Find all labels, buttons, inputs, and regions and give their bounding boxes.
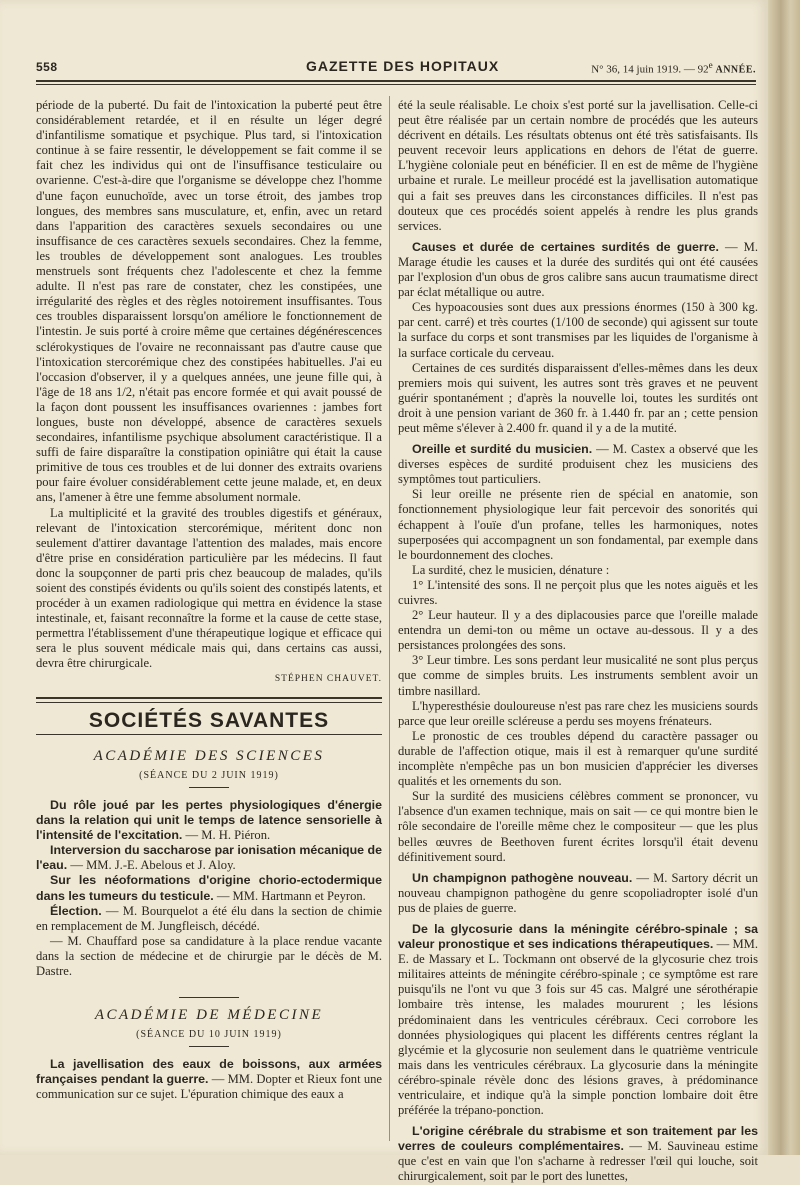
article-paragraph: Sur la surdité des musiciens célèbres comment se prononcer, vu l'absence d'un examen technique, mais on sait — ce qui montre bien le rôle secondaire de l'oreille même chez le compositeur — que les plus belles œuvres de Beethoven furent écrites lorsqu'il était devenu définitivement sourd. <box>398 789 758 864</box>
issue-info: N° 36, 14 juin 1919. — 92e ANNÉE. <box>591 60 756 76</box>
section-rule-thin <box>36 734 382 735</box>
section-rule-thin <box>36 702 382 703</box>
report-item: Sur les néoformations d'origine chorio-ectodermique dans les tumeurs du testicule. — MM. Hartmann et Peyron. <box>36 873 382 903</box>
report-item: Interversion du saccharose par ionisation mécanique de l'eau. — MM. J.-E. Abelous et J. Aloy. <box>36 843 382 873</box>
author-signature: STÉPHEN CHAUVET. <box>274 673 382 684</box>
article-paragraph: Si leur oreille ne présente rien de spécial en anatomie, son fonctionnement physiologique leur fait percevoir des sonorités qui échappent à l'ouïe d'un profane, telles les harmoniques, notes superposées qui accompagnent un son fondamental, par exemple dans le bourdonnement des cloches. <box>398 487 758 562</box>
article-paragraph: Certaines de ces surdités disparaissent d'elles-mêmes dans les deux premiers mois qui suivent, les autres sont très graves et ne peuvent guérir spontanément ; d'après la nouvelle loi, toutes les surdités ont droit à une pension variant de 360 fr. à 1.440 fr. par an ; cette pension peut même s'élever à 2.400 fr. quand il y a de la mutité. <box>398 360 758 435</box>
page-header <box>36 56 756 78</box>
report-item: Élection. — M. Bourquelot a été élu dans la section de chimie en remplacement de M. Jungfleisch, décédé. <box>36 903 382 933</box>
article-paragraph: Ces hypoacousies sont dues aux pressions énormes (150 à 300 kg. par cent. carré) et très courtes (1/100 de seconde) qui agissent sur toute la surface du corps et sont transmises par les liquides de l'organisme à la surface corticale du cerveau. <box>398 300 758 360</box>
session-date: (SÉANCE DU 10 JUIN 1919) <box>136 1029 282 1041</box>
header-rule <box>36 80 756 82</box>
short-rule <box>189 1046 229 1047</box>
article-paragraph: L'hyperesthésie douloureuse n'est pas rare chez les musiciens sourds parce que leur oreille scléreuse a perdu ses moyens frénateurs. <box>398 698 758 728</box>
academy-heading: ACADÉMIE DE MÉDECINE <box>94 1007 324 1024</box>
section-rule <box>36 697 382 699</box>
article-paragraph: période de la puberté. Du fait de l'intoxication la puberté peut être considérablement retardée, et il en résulte un léger degré d'infantilisme somatique et psychique. Plus tard, si l'intoxication continue à se faire ressentir, le développement se fait comme il se fait chez les individus qui ont de l'insuffisance testiculaire ou ovarienne. C'est-à-dire que l'organisme se développe chez l'homme d'une façon eunuchoïde, avec un torse étroit, des jambes trop longues, des membres sans musculature, et, enfin, avec un retard dans l'apparition des caractères sexuels secondaires ou une insuffisance de ces caractères sexuels secondaires. Chez la femme, les troubles de développement sont analogues. Les troubles menstruels sont fréquents chez l'adolescente et chez la femme adulte. Il n'est pas rare de constater, chez les constipées, une irrégularité des règles et des règles notoirement insuffisantes. Tous ces troubles disparaissent lorsqu'on améliore le fonctionnement de l'intestin. Je suis porté à croire même que certaines dégénérescences sclérokystiques de l'ovaire ne reconnaissant pas d'autre cause que l'intoxication stercorémique chez des constipées habituelles. J'ai eu l'occasion d'observer, il y a quelques années, une jeune fille qui, à l'âge de 18 ans 1/2, n'était pas encore formée et qui avait poussé de la façon dont poussent les insuffisances ovariennes : jambes fort longues, buste non développé, absence de caractères sexuels secondaires, infantilisme psychique absolument caractéristique. Il a suffi de faire disparaître la constipation opiniâtre qui était la cause primitive de tous ces troubles et de lui donner des extraits ovariens pour faire évoluer considérablement cette jeune malade, et, en deux ans, l'amener à être une femme absolument normale. <box>36 98 382 505</box>
academy-heading: ACADÉMIE DES SCIENCES <box>93 747 325 764</box>
report-item: Un champignon pathogène nouveau. — M. Sartory décrit un nouveau champignon pathogène du genre scopoliadropter isolé d'un pus de plaies de guerre. <box>398 870 758 915</box>
report-item: La javellisation des eaux de boissons, aux armées françaises pendant la guerre. — MM. Dopter et Rieux font une communication sur ce sujet. L'épuration chimique des eaux a <box>36 1057 383 1102</box>
page-number: 558 <box>36 60 58 74</box>
column-divider <box>389 96 390 1141</box>
article-paragraph: 1° L'intensité des sons. Il ne perçoit plus que les notes aiguës et les cuivres. <box>398 577 758 607</box>
report-item: Oreille et surdité du musicien. — M. Castex a observé que les diverses espèces de surdité produisent chez les musiciens des symptômes tout particuliers. <box>398 442 758 487</box>
article-paragraph: été la seule réalisable. Le choix s'est porté sur la javellisation. Celle-ci peut être réalisée par un certain nombre de procédés que les auteurs décrivent en détails. Les résultats obtenus ont été très satisfaisants. Ils peuvent recevoir leurs applications en dehors de l'état de guerre. L'hygiène coloniale peut en bénéficier. Il en est de même de l'hygiène urbaine et rurale. Le meilleur procédé est la javellisation automatique qui a fait ses preuves dans les circonstances difficiles. Il n'est pas douteux que ces procédés soient appelés à rendre les plus grands services. <box>398 98 758 233</box>
report-item: De la glycosurie dans la méningite cérébro-spinale ; sa valeur pronostique et ses indications thérapeutiques. — MM. E. de Massary et L. Tockmann ont observé de la glycosurie chez trois militaires atteints de méningite cérébro-spinale ; ce symptôme est rare puisqu'ils ne l'ont vu que 3 fois sur 45 cas. Malgré une sérothérapie lombaire très intense, les malades moururent ; les lésions prédominaient dans les ventricules cérébraux. Ceci corrobore les données physiologiques qui placent les différents centres réglant la glycémie et la glycosurie non seulement dans le quatrième ventricule mais dans les ventricules cérébraux. La glycosurie dans la méningite cérébro-spinale révèle donc des lésions graves, à prédominance ventriculaire, et indique qu'à la simple ponction lombaire doit être préférée la trépano-ponction. <box>398 921 758 1118</box>
header-rule-thin <box>36 84 756 85</box>
article-paragraph: La surdité, chez le musicien, dénature : <box>412 562 610 577</box>
section-title: SOCIÉTÉS SAVANTES <box>88 708 330 732</box>
short-rule <box>189 787 229 788</box>
article-paragraph: La multiplicité et la gravité des troubles digestifs et généraux, relevant de l'intoxication stercorémique, méritent donc non seulement d'attirer davantage l'attention des malades, mais encore d'être prise en considération particulière par les médecins. Il faut donc la soupçonner de parti pris chez beaucoup de malades, qu'ils soient des constipés évidents ou qu'ils soient des constipés latents, et procéder à un examen radiologique qui mettra en évidence la stase intestinale, et, faisant reconnaître la forme et la cause de cette stase, permettra l'établissement d'une thérapeutique logique et efficace qui sera le plus souvent médicale mais qui, dans certains cas aussi, devra être chirurgicale. <box>36 505 382 671</box>
article-paragraph: 3° Leur timbre. Les sons perdant leur musicalité ne sont plus perçus que comme de simples bruits. Les instruments semblent avoir un timbre nasillard. <box>398 653 758 698</box>
page-gutter <box>768 0 800 1155</box>
report-item: L'origine cérébrale du strabisme et son traitement par les verres de couleurs complémentaires. — M. Sauvineau estime que c'est en vain que l'on s'acharne à redresser l'œil qui louche, soit chirurgicalement, soit par le port des lunettes, <box>398 1124 758 1184</box>
report-item: Causes et durée de certaines surdités de guerre. — M. Marage étudie les causes et la durée des surdités qui ont été causées par l'explosion d'un obus de gros calibre sans aucun traumatisme direct par éclat métallique ou autre. <box>398 239 759 300</box>
article-paragraph: Le pronostic de ces troubles dépend du caractère passager ou durable de l'affection otique, mais il est à remarquer qu'une surdité incomplète n'empêche pas un bon musicien d'apprécier les diverses qualités et les ornements du son. <box>398 728 758 789</box>
session-date: (SÉANCE DU 2 JUIN 1919) <box>139 769 279 781</box>
short-rule <box>179 997 239 998</box>
left-column <box>36 98 382 1103</box>
right-column <box>398 98 758 1185</box>
journal-title: GAZETTE DES HOPITAUX <box>306 58 500 74</box>
report-item: — M. Chauffard pose sa candidature à la place rendue vacante dans la section de médecine et de chirurgie par le décès de M. Dastre. <box>36 933 382 978</box>
report-item: Du rôle joué par les pertes physiologiques d'énergie dans la relation qui unit le temps de latence sensorielle à l'intensité de l'excitation. — M. H. Piéron. <box>36 797 382 843</box>
article-paragraph: 2° Leur hauteur. Il y a des diplacousies parce que l'oreille malade entendra un demi-ton ou même un octave au-dessous. Il y a des persistances prolongées des sons. <box>398 608 758 653</box>
